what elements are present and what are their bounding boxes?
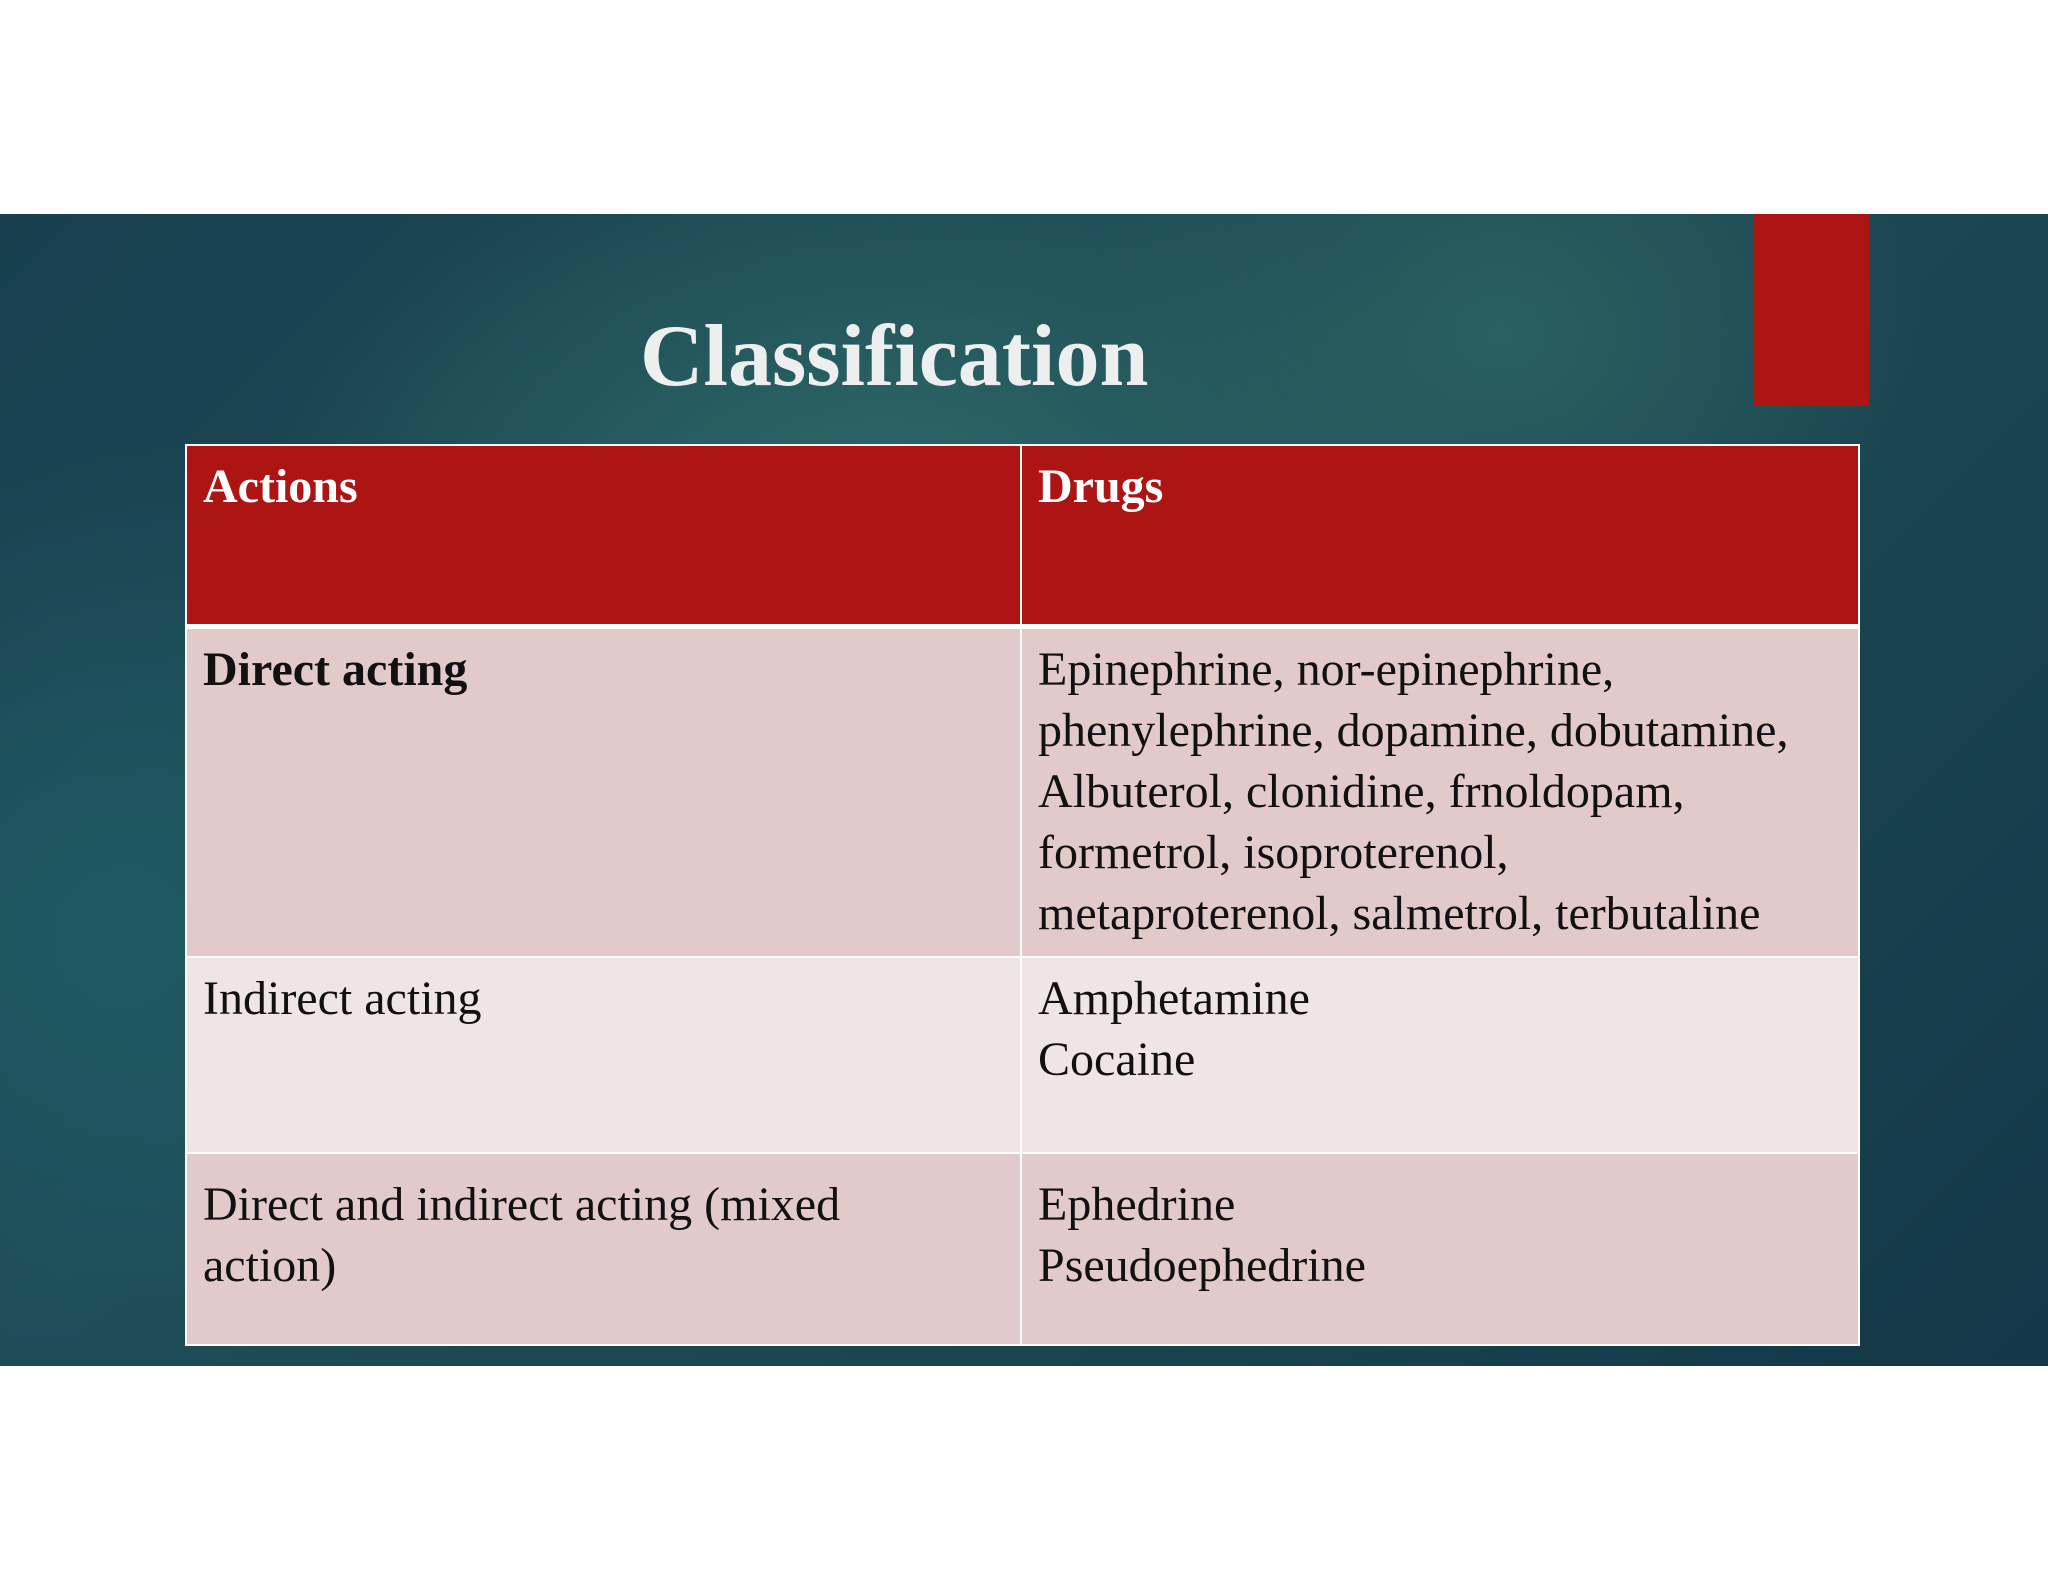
drug-line: Albuterol, clonidine, frnoldopam, — [1038, 765, 1685, 818]
drugs-cell — [1021, 957, 1859, 1153]
drug-line: phenylephrine, dopamine, dobutamine, — [1038, 704, 1789, 757]
action-cell: Indirect acting — [186, 957, 1021, 1153]
action-cell: Direct acting — [186, 627, 1021, 958]
corner-accent-bar — [1754, 214, 1869, 406]
table-header-row — [186, 445, 1859, 627]
action-cell — [186, 1153, 1021, 1345]
table-row — [186, 627, 1859, 958]
drug-line: Cocaine — [1038, 1033, 1196, 1086]
drugs-cell — [1021, 627, 1859, 958]
drug-line: Ephedrine — [1038, 1178, 1236, 1231]
slide — [0, 214, 2048, 1366]
drug-line: Epinephrine, nor-epinephrine, — [1038, 643, 1615, 696]
slide-title: Classification — [640, 308, 1149, 405]
drug-line: metaproterenol, salmetrol, terbutaline — [1038, 887, 1761, 940]
classification-table-container — [185, 444, 1860, 1346]
drugs-cell — [1021, 1153, 1859, 1345]
drug-line: formetrol, isoproterenol, — [1038, 826, 1509, 879]
table-row — [186, 957, 1859, 1153]
table-row — [186, 1153, 1859, 1345]
header-drugs: Drugs — [1021, 445, 1859, 627]
action-line: Direct and indirect acting (mixed — [203, 1178, 841, 1231]
classification-table — [185, 444, 1860, 1346]
drug-line: Amphetamine — [1038, 972, 1310, 1025]
action-line: action) — [203, 1239, 337, 1292]
drug-line: Pseudoephedrine — [1038, 1239, 1366, 1292]
header-actions: Actions — [186, 445, 1021, 627]
